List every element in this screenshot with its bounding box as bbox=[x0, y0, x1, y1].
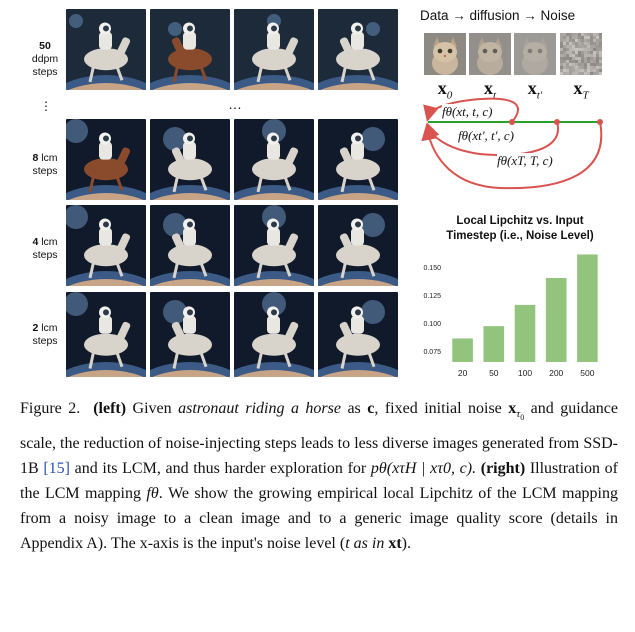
row-label-unit: lcm bbox=[41, 236, 58, 248]
chart-title-line-1: Local Lipchitz vs. Input bbox=[456, 215, 584, 227]
left-tag: (left) bbox=[93, 400, 127, 417]
y-tick-label: 0.125 bbox=[423, 292, 441, 300]
row-label-num: 2 bbox=[32, 322, 39, 334]
row-label-unit: lcm bbox=[41, 322, 58, 334]
row-label-unit: ddpm bbox=[31, 53, 59, 65]
horizontal-ellipsis: … bbox=[228, 96, 242, 112]
prompt-text: astronaut riding a horse bbox=[178, 400, 341, 417]
f-label-t-prime: fθ(xt', t', c) bbox=[458, 128, 514, 143]
f-label-t: fθ(xt, t, c) bbox=[442, 104, 493, 119]
bar-200 bbox=[546, 278, 567, 362]
bar-500 bbox=[577, 254, 598, 362]
row-label-tail: steps bbox=[32, 66, 58, 78]
citation-link[interactable]: [15] bbox=[43, 459, 70, 477]
row-label-tail: steps bbox=[32, 165, 58, 177]
x0-label: $x_0$ bbox=[437, 78, 453, 102]
x-tick-label: 100 bbox=[517, 368, 533, 378]
bar-50 bbox=[484, 326, 505, 362]
xt-label: $x_t$ bbox=[483, 78, 497, 102]
chart-title-line-2: Timestep (i.e., Noise Level) bbox=[446, 230, 594, 242]
xT-label: $x_T$ bbox=[573, 78, 589, 102]
y-tick-label: 0.075 bbox=[423, 348, 441, 356]
vertical-ellipsis: ⋮ bbox=[40, 99, 52, 113]
row-label-tail: steps bbox=[32, 249, 58, 261]
row-label-num: 50 bbox=[39, 40, 51, 52]
x-tick-label: 20 bbox=[457, 368, 468, 378]
diffusion-diagram-title: Data → diffusion → Noise bbox=[420, 8, 576, 23]
row-label-unit: lcm bbox=[41, 152, 58, 164]
xt-prime-label: $x_{t'}$ bbox=[527, 78, 543, 102]
row-label-num: 4 bbox=[32, 236, 39, 248]
row-label-tail: steps bbox=[32, 335, 58, 347]
row-label-num: 8 bbox=[32, 152, 39, 164]
y-tick-label: 0.150 bbox=[423, 264, 441, 272]
bar-20 bbox=[452, 338, 473, 362]
y-tick-label: 0.100 bbox=[423, 320, 441, 328]
figure-caption: Figure 2. (left) Given astronaut riding a horse as c, fixed initial noise $x_{\tau_0}$ and guidance scale, the reduction of noise-injecting steps leads to less diverse images generated from SSD-1B [15] and its LCM, and thus harder exploration for pθ(xτH | xτ0, c). (right) Illustration of the LCM mapping fθ. We show the growing empirical local Lipchitz of the LCM mapping from a noisy image to a clean image and to a generic image quality score (details in Appendix A). The x-axis is the input's noise level (t as in xt). bbox=[20, 400, 619, 553]
f-label-T: fθ(xT, T, c) bbox=[497, 153, 553, 168]
figure-label: Figure 2. bbox=[20, 400, 81, 417]
right-tag: (right) bbox=[480, 459, 526, 477]
x-tick-label: 500 bbox=[580, 368, 595, 378]
x-tick-label: 50 bbox=[489, 368, 499, 378]
bar-100 bbox=[515, 305, 536, 362]
x-tick-label: 200 bbox=[549, 368, 564, 378]
p-theta-expression: pθ(xτH | xτ0, c). bbox=[370, 459, 477, 477]
